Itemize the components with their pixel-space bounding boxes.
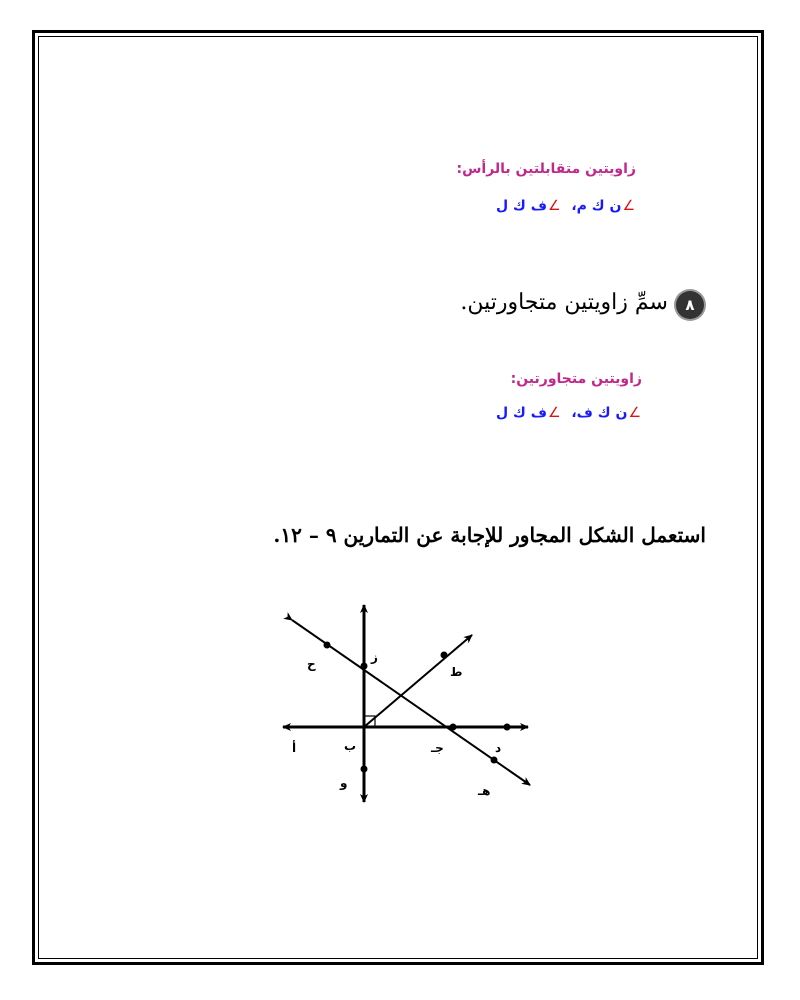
question-number-badge: ٨ (676, 291, 704, 319)
angle-icon: ∠ (628, 405, 641, 421)
label-ta: ط (450, 665, 463, 679)
vertical-angles-title: زاويتين متقابلتين بالرأس: (456, 161, 636, 177)
adjacent-angle-1: ن ك ف، (571, 405, 628, 421)
label-ha2: ح (307, 657, 316, 671)
label-dal: د (495, 741, 502, 755)
point-zay (361, 663, 368, 670)
label-waw: و (340, 776, 348, 790)
angle-icon: ∠ (548, 405, 561, 421)
label-alef: أ (292, 741, 297, 755)
label-zay: ز (371, 650, 378, 664)
vertical-angle-2: ف ك ل (496, 198, 548, 214)
angle-icon: ∠ (622, 198, 635, 214)
adjacent-angle-2: ف ك ل (496, 405, 548, 421)
vertical-angle-1: ن ك م، (571, 198, 622, 214)
exercise-instruction: استعمل الشكل المجاور للإجابة عن التمارين ٩ – ١٢. (273, 523, 706, 547)
angle-icon: ∠ (548, 198, 561, 214)
label-ha: هـ (478, 784, 491, 798)
label-jim: جـ (431, 741, 444, 755)
point-ta (441, 652, 448, 659)
label-ba: ب (344, 739, 357, 753)
point-jim (450, 724, 457, 731)
point-dal (504, 724, 511, 731)
point-ha (491, 757, 498, 764)
point-waw (361, 766, 368, 773)
question-8-text: سمِّ زاويتين متجاورتين. (460, 290, 668, 315)
adjacent-angles-title: زاويتين متجاورتين: (510, 371, 642, 387)
point-ha2 (324, 642, 331, 649)
